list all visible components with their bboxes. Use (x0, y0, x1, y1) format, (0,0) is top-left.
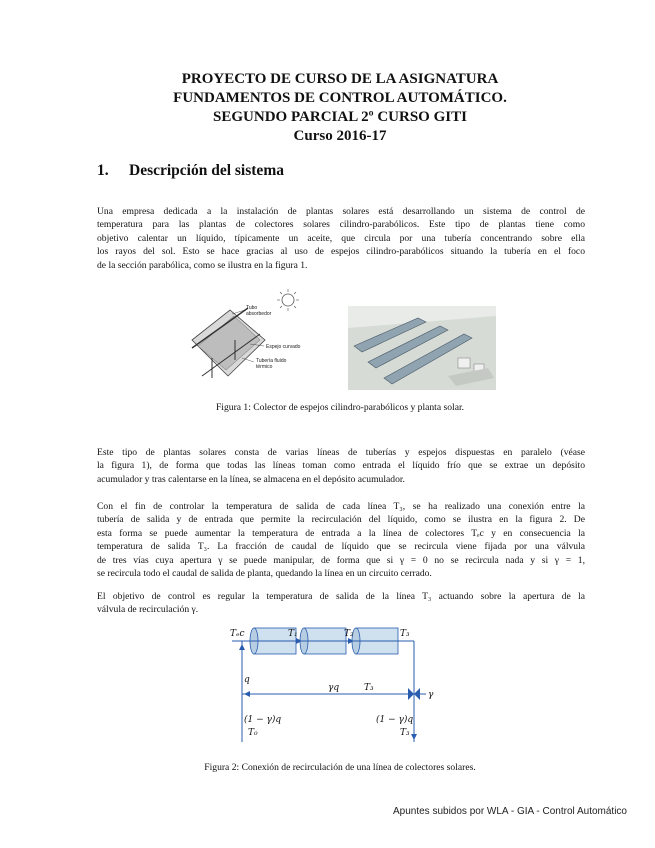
paragraph-line: temperatura para las plantas de colectores solares cilindro-parabólicos. Este tipo de plantas tiene como (97, 219, 585, 231)
paragraph-2 (97, 446, 585, 486)
label-tubo: Tubo (246, 305, 258, 311)
title-line-3: SEGUNDO PARCIAL 2º CURSO GITI (213, 109, 467, 125)
paragraph-4 (97, 590, 585, 617)
section-number: 1. (97, 162, 109, 179)
storage-tank-shape (458, 358, 470, 368)
label-t3-top: T₃ (400, 629, 410, 639)
title-line-4: Curso 2016-17 (293, 128, 387, 144)
label-gamma-q: γq (328, 683, 340, 693)
label-t0: T₀ (248, 728, 258, 738)
pipe-lines (232, 641, 414, 742)
footer-credit: Apuntes subidos por WLA - GIA - Control Automático (392, 806, 627, 817)
label-gamma: γ (428, 690, 434, 700)
recirculation-diagram (228, 622, 450, 744)
parabolic-mirror-shape (192, 308, 265, 378)
paragraph-line: de tres vías cuya apertura γ se puede manipular, de forma que si γ = 0 no se recircula nada y si γ = 1, (97, 554, 585, 566)
paragraph-line: Una empresa dedicada a la instalación de plantas solares está desarrollando un sistema de control de (97, 206, 585, 217)
paragraph-line: temperatura de salida T₃. La fracción de caudal de líquido que se recircula viene fijada por una válvula (97, 541, 585, 553)
label-tuberia: Tubería fluido (256, 358, 287, 364)
label-q: q (244, 675, 250, 685)
paragraph-line: esta forma se puede aumentar la temperatura de entrada a la línea de colectores Tₑc y en consecuencia la (97, 527, 585, 539)
label-espejo: Espejo curvado (266, 344, 301, 350)
paragraph-line: los rayos del sol. Esto se hace gracias al uso de espejos cilindro-parabólicos situando la tubería en el foco (97, 246, 585, 258)
collector-schematic-image (190, 288, 330, 380)
paragraph-line: tubería de salida y de entrada que permite la recirculación del líquido, como se ilustra en la figura 2. De (97, 514, 585, 526)
label-absorbedor: absorbedor (246, 311, 272, 317)
paragraph-line: de la sección parabólica, como se ilustra en la figura 1. (97, 259, 308, 271)
label-termico: térmico (256, 364, 273, 370)
paragraph-line: Este tipo de plantas solares consta de varias líneas de tuberías y espejos dispuestas en paralelo (véase (97, 447, 585, 458)
label-t3-out: T₃ (400, 728, 410, 738)
document-title (70, 70, 610, 146)
label-flow-in: (1 − γ)q (244, 715, 282, 725)
label-tec: Tₑc (230, 629, 245, 639)
figure1-caption: Figura 1: Colector de espejos cilindro-parabólicos y planta solar. (215, 402, 465, 413)
paragraph-line: El objetivo de control es regular la temperatura de salida de la línea T₃ actuando sobre la apertura de la (97, 591, 585, 602)
paragraph-line: Con el fin de controlar la temperatura de salida de cada línea T₃, se ha realizado una conexión entre la (97, 501, 585, 512)
paragraph-1 (97, 205, 585, 272)
label-t2: T₂ (344, 629, 354, 639)
paragraph-3 (97, 500, 585, 580)
label-t1: T₁ (288, 629, 298, 639)
paragraph-line: acumulador y tras calentarse en la línea, se almacena en el depósito acumulador. (97, 473, 405, 485)
label-flow-out: (1 − γ)q (376, 715, 414, 725)
section-title: Descripción del sistema (129, 162, 284, 179)
section-heading (97, 162, 284, 180)
paragraph-line: se recircula todo el caudal de salida de planta, quedando la línea en un circuito cerrado. (97, 568, 432, 580)
title-line-2: FUNDAMENTOS DE CONTROL AUTOMÁTICO. (173, 90, 507, 106)
solar-plant-image (348, 306, 496, 390)
paragraph-line: objetivo calentar un líquido, típicamente un aceite, que circula por una tubería concentrando sobre ella (97, 232, 585, 244)
three-way-valve-icon (408, 688, 426, 700)
label-t3-mid: T₃ (364, 683, 374, 693)
paragraph-line: la figura 1), de forma que todas las líneas toman como entrada el líquido frío que se extrae un depósito (97, 460, 585, 472)
figure2-caption: Figura 2: Conexión de recirculación de una línea de colectores solares. (204, 762, 476, 773)
title-line-1: PROYECTO DE CURSO DE LA ASIGNATURA (181, 71, 499, 87)
paragraph-line: válvula de recirculación γ. (97, 604, 199, 616)
sun-icon (277, 289, 299, 311)
